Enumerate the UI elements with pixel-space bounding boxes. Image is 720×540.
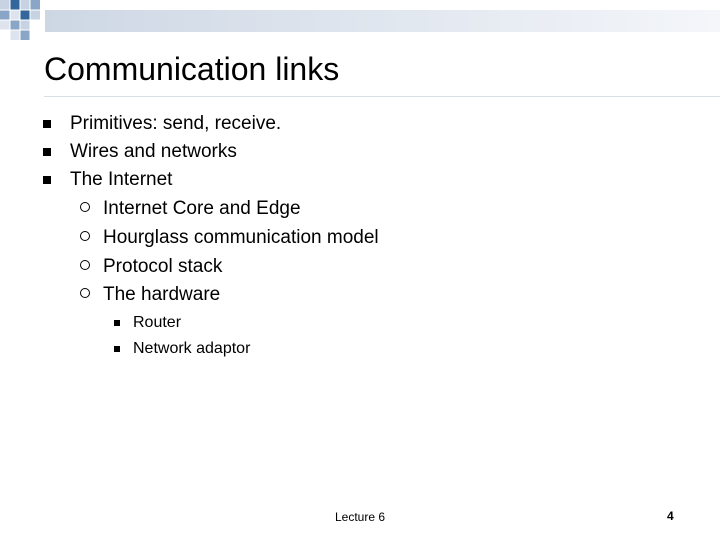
sub-bullet-item [103,255,222,279]
square-bullet-icon [114,346,120,352]
ring-bullet-icon [80,202,90,212]
square-bullet-icon [43,148,51,156]
ring-bullet-icon [80,231,90,241]
square-bullet-icon [43,176,51,184]
page-number: 4 [667,509,674,523]
sub-bullet-item [103,197,301,221]
header-banner-decoration [0,0,720,48]
ring-bullet-icon [80,288,90,298]
sub-sub-bullet-text: Network adaptor [133,340,251,357]
bullet-item [70,168,172,192]
ring-bullet-icon [80,260,90,270]
sub-sub-bullet-item [133,339,250,359]
sub-bullet-text: The hardware [103,284,221,305]
square-bullet-icon [43,120,51,128]
bullet-text: The Internet [70,169,173,190]
sub-bullet-item [103,226,379,250]
slide-title: Communication links [44,51,340,87]
sub-bullet-text: Internet Core and Edge [103,198,301,219]
sub-bullet-text: Protocol stack [103,256,223,277]
bullet-text: Wires and networks [70,141,237,162]
sub-bullet-item [103,283,220,307]
sub-sub-bullet-item [133,313,181,333]
sub-bullet-text: Hourglass communication model [103,227,379,248]
square-bullet-icon [114,320,120,326]
footer-label: Lecture 6 [335,510,386,524]
bullet-text: Primitives: send, receive. [70,113,282,134]
bullet-item [70,140,237,164]
bullet-item [70,112,281,136]
title-divider [44,96,720,97]
sub-sub-bullet-text: Router [133,314,182,331]
